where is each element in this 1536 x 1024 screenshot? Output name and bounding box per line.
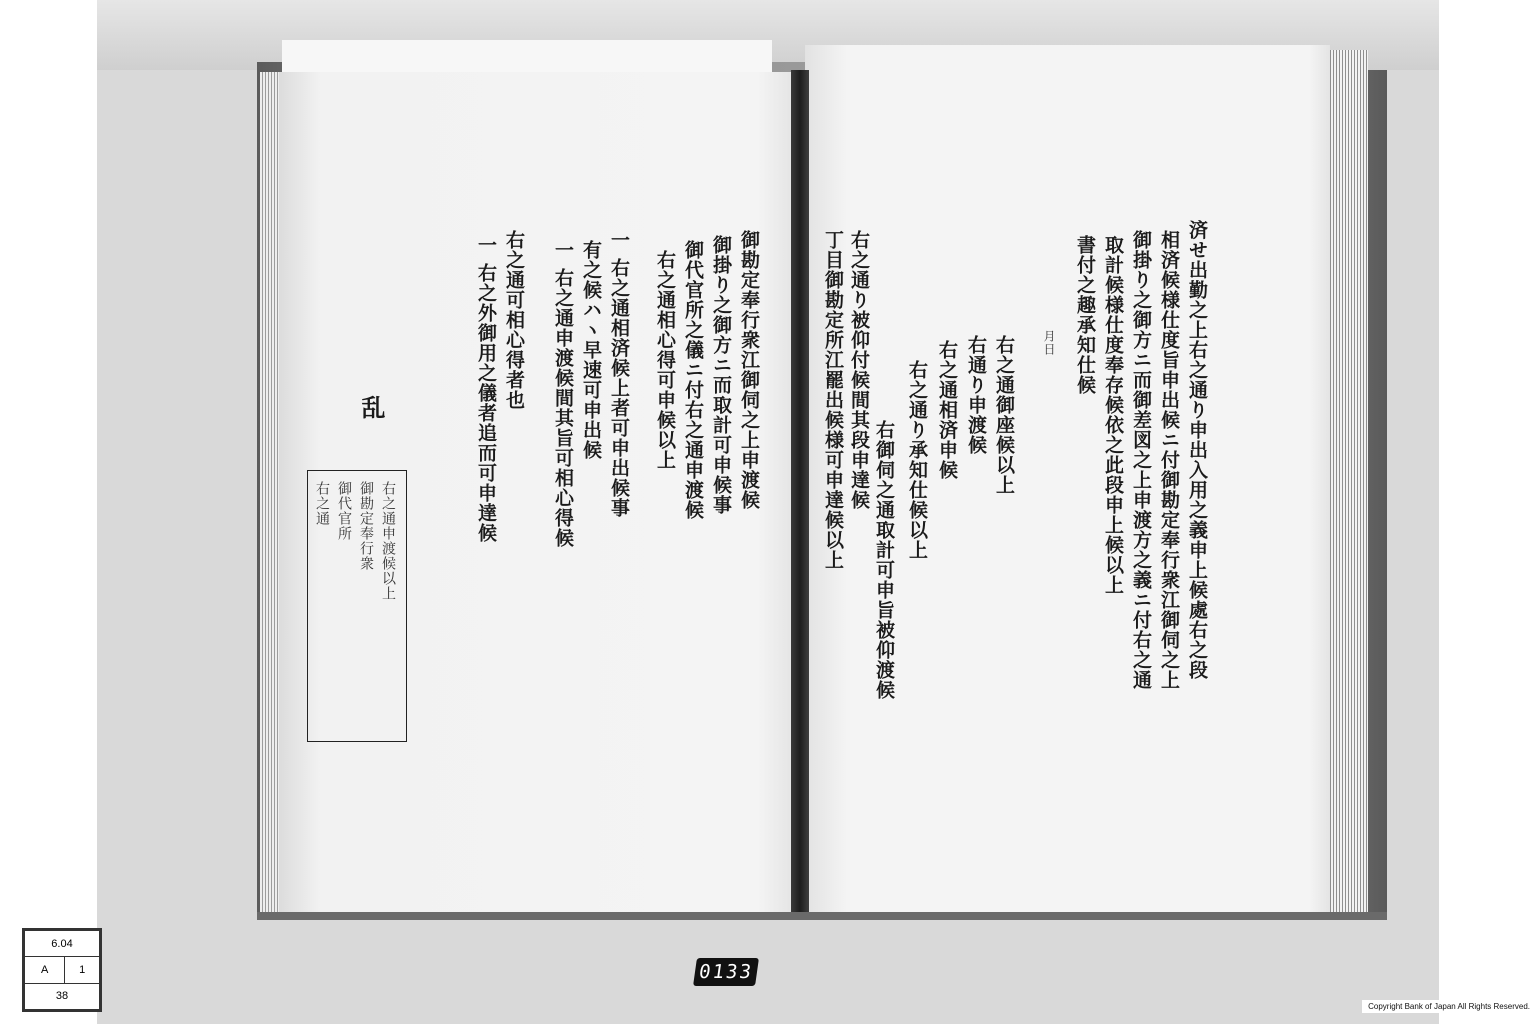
seal-box-line-4: 右之通 xyxy=(314,481,330,526)
left-column-2: 御掛り之御方ニ而取計可申候事 xyxy=(710,235,732,515)
frame-number: 0133 xyxy=(693,958,759,986)
right-column-11: 右之通り被仰付候間其段申達候 xyxy=(848,230,870,510)
left-column-7: 一 右之通申渡候間其旨可相心得候 xyxy=(552,240,574,548)
book-gutter xyxy=(791,70,809,920)
right-column-8: 右之通相済申候 xyxy=(936,340,958,480)
scan-stage xyxy=(97,0,1439,1024)
left-column-9: 一 右之外御用之儀者追而可申達候 xyxy=(475,235,497,543)
label-row-1: 6.04 xyxy=(25,931,100,957)
right-column-1: 済せ出勤之上右之通り申出入用之義申上候處右之段 xyxy=(1186,220,1208,680)
left-column-3: 御代官所之儀ニ付右之通申渡候 xyxy=(682,240,704,520)
left-column-8: 右之通可相心得者也 xyxy=(503,230,525,410)
right-column-3: 御掛り之御方ニ而御差図之上申渡方之義ニ付右之通 xyxy=(1130,230,1152,690)
left-page-mark: 乱 xyxy=(357,395,386,419)
left-column-5: 一 右之通相済候上者可申出候事 xyxy=(608,230,630,518)
right-column-5: 書付之趣承知仕候 xyxy=(1074,235,1096,395)
seal-box xyxy=(307,470,407,742)
right-side-note: 月日 xyxy=(1042,330,1056,356)
left-column-6: 有之候ハヽ早速可申出候 xyxy=(580,240,602,460)
copyright-notice: Copyright Bank of Japan All Rights Reserved. xyxy=(1362,1000,1536,1013)
label-row-2-left: A xyxy=(25,957,65,983)
right-column-9: 右之通り承知仕候以上 xyxy=(906,360,928,560)
right-column-6: 右之通御座候以上 xyxy=(993,335,1015,495)
right-column-10: 右御伺之通取計可申旨被仰渡候 xyxy=(873,420,895,700)
seal-box-line-1: 右之通申渡候以上 xyxy=(380,481,396,601)
right-column-4: 取計候様仕度奉存候依之此段申上候以上 xyxy=(1102,235,1124,595)
book-bottom-shadow xyxy=(257,912,1387,920)
right-column-12: 丁目御勘定所江罷出候様可申達候以上 xyxy=(822,230,844,570)
label-row-2-right: 1 xyxy=(65,957,100,983)
call-number-label xyxy=(22,928,102,1012)
seal-box-line-3: 御代官所 xyxy=(336,481,352,541)
label-row-3: 38 xyxy=(25,983,100,1009)
left-column-4: 右之通相心得可申候以上 xyxy=(654,250,676,470)
left-column-1: 御勘定奉行衆江御伺之上申渡候 xyxy=(738,230,760,510)
right-column-7: 右通り申渡候 xyxy=(965,335,987,455)
right-column-2: 相済候様仕度旨申出候ニ付御勘定奉行衆江御伺之上 xyxy=(1158,230,1180,690)
seal-box-line-2: 御勘定奉行衆 xyxy=(358,481,374,571)
